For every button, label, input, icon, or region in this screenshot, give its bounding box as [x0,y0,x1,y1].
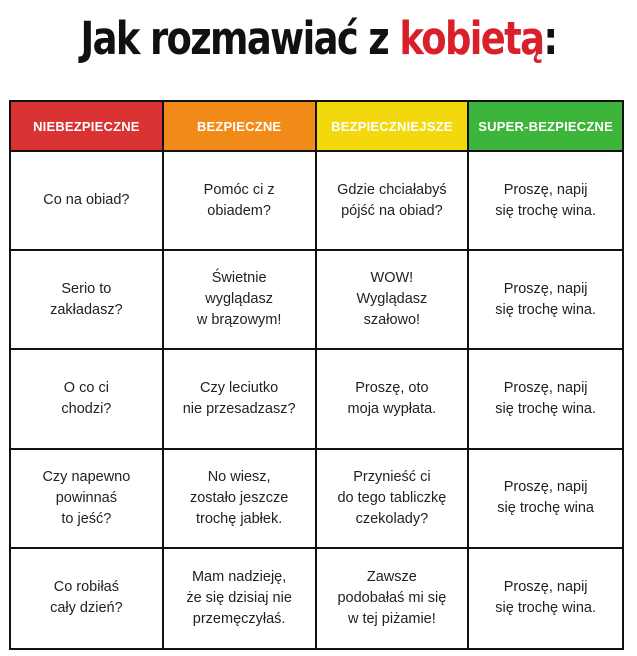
header-niebezpieczne: NIEBEZPIECZNE [11,102,164,152]
title-suffix: : [543,12,557,65]
header-bezpieczniejsze: BEZPIECZNIEJSZE [317,102,470,152]
table-cell: Co robiłaś cały dzień? [11,549,164,648]
title-prefix: Jak rozmawiać z [80,12,400,65]
table-cell: Proszę, napij się trochę wina. [469,251,622,350]
table-cell: WOW! Wyglądasz szałowo! [317,251,470,350]
table-cell: Proszę, napij się trochę wina. [469,350,622,449]
page-title [57,10,579,68]
table-cell: Proszę, napij się trochę wina. [495,579,596,617]
table-cell: Mam nadzieję, że się dzisiaj nie przemęczyłaś. [164,549,317,648]
table-cell: Proszę, napij się trochę wina. [469,152,622,251]
table-cell: Czy leciutko nie przesadzasz? [164,350,317,449]
table-cell: Świetnie wyglądasz w brązowym! [164,251,317,350]
header-super-bezpieczne: SUPER-BEZPIECZNE [469,102,622,152]
table-cell: Co na obiad? [11,152,164,251]
table-cell: Serio to zakładasz? [11,251,164,350]
table-cell: Pomóc ci z obiadem? [164,152,317,251]
table-cell: No wiesz, zostało jeszcze trochę jabłek. [164,450,317,549]
title-highlight: kobietą [399,12,544,65]
header-bezpieczne: BEZPIECZNE [164,102,317,152]
table-cell: Zawsze podobałaś mi się w tej piżamie! [317,549,470,648]
table-cell: Przynieść ci do tego tabliczkę czekolady? [317,450,470,549]
table-cell: Proszę, oto moja wypłata. [317,350,470,449]
table-cell: Czy napewno powinnaś to jeść? [11,450,164,549]
table-cell: Proszę, napij się trochę wina [469,450,622,549]
comparison-table [9,100,624,650]
table-cell: O co ci chodzi? [11,350,164,449]
table-cell: Gdzie chciałabyś pójść na obiad? [317,152,470,251]
